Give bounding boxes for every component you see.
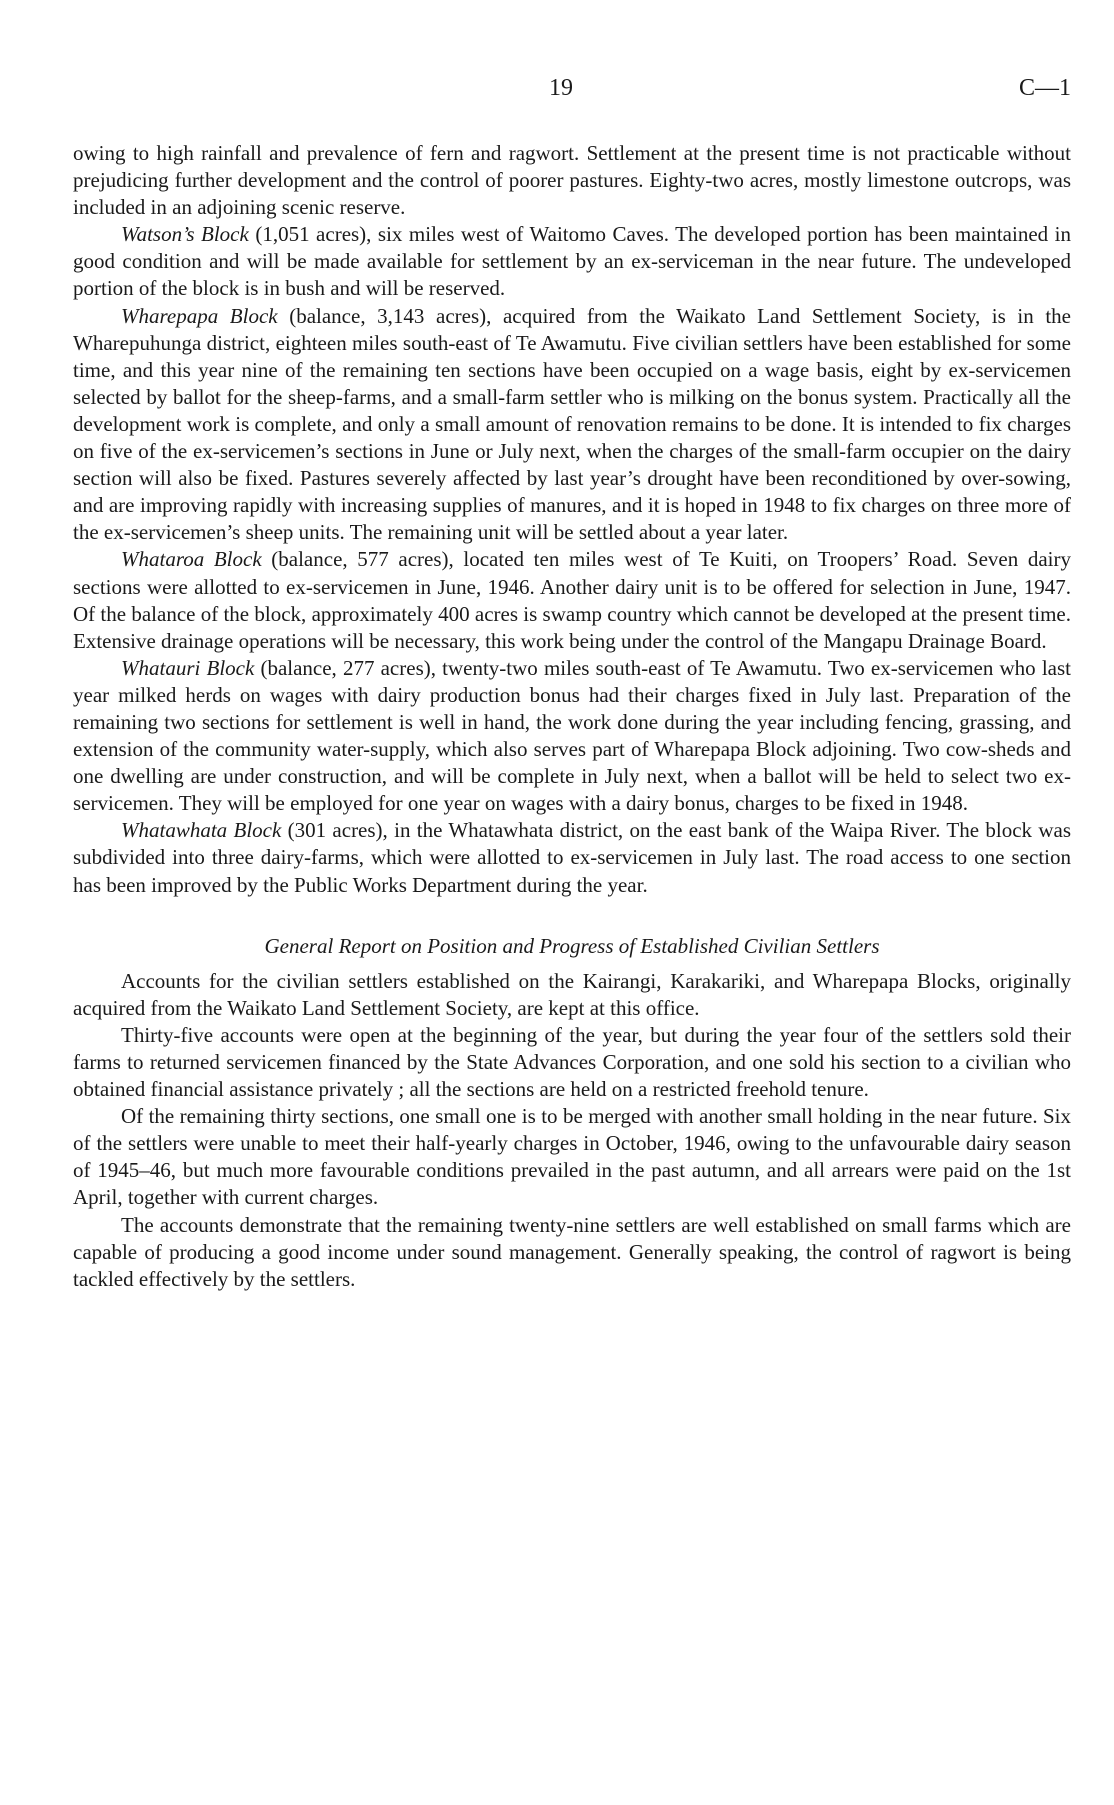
block-name: Whatauri Block — [121, 655, 255, 680]
paragraph-wharepapa-block — [73, 303, 1071, 547]
paragraph-text: (balance, 3,143 acres), acquired from the Waikato Land Settlement Society, is in the Wharepuhunga district, eighteen miles south-east of Te Awamutu. Five civilian settlers have been established for some time, and this year nine of the remaining ten sections have been occupied on a wage basis, eight by ex-servicemen selected by ballot for the sheep-farms, and a small-farm settler who is milking on the bonus system. Practically all the development work is complete, and only a small amount of renovation remains to be done. It is intended to fix charges on five of the ex-servicemen’s sections in June or July next, when the charges of the small-farm occupier on the dairy section will also be fixed. Pastures severely affected by last year’s drought have been reconditioned by over-sowing, and are improving rapidly with increasing supplies of manures, and it is hoped in 1948 to fix charges on three more of the ex-servicemen’s sheep units. The remaining unit will be settled about a year later. — [73, 303, 1071, 545]
paragraph-whataroa-block — [73, 546, 1071, 654]
paragraph-thirty-five-accounts: Thirty-five accounts were open at the beginning of the year, but during the year four of the settlers sold their farms to returned servicemen financed by the State Advances Corporation, and one sold his section to a civilian who obtained financial assistance privately ; all the sections are held on a restricted freehold tenure. — [73, 1022, 1071, 1102]
section-heading: General Report on Position and Progress of Established Civilian Settlers — [264, 933, 880, 958]
body-text — [73, 140, 1071, 1293]
document-code: C—1 — [1018, 75, 1071, 101]
paragraph-text: owing to high rainfall and prevalence of fern and ragwort. Settlement at the present time is not practicable without prejudicing further development and the control of poorer pastures. Eighty-two acres, mostly limestone outcrops, was included in an adjoining scenic reserve. — [73, 141, 1071, 220]
paragraph-remaining-sections: Of the remaining thirty sections, one small one is to be merged with another small holding in the near future. Six of the settlers were unable to meet their half-yearly charges in October, 1946, owing to the unfavourable dairy season of 1945–46, but much more favourable conditions prevailed in the past autumn, and all arrears were paid on the 1st April, together with current charges. — [73, 1104, 1071, 1210]
paragraph-text: (balance, 277 acres), twenty-two miles south-east of Te Awamutu. Two ex-servicemen who last year milked herds on wages with dairy production bonus had their charges fixed in July last. Preparation of the remaining two sections for settlement is well in hand, the work done during the year including fencing, grassing, and extension of the community water-supply, which also serves part of Wharepapa Block adjoining. Two cow-sheds and one dwelling are under construction, and will be complete in July next, when a ballot will be held to select two ex-servicemen. They will be employed for one year on wages with a dairy bonus, charges to be fixed in 1948. — [73, 655, 1071, 816]
document-page — [73, 0, 1071, 1291]
paragraph-whatauri-block — [73, 655, 1071, 818]
paragraph-text: (301 acres), in the Whatawhata district, on the east bank of the Waipa River. The block was subdivided into three dairy-farms, which were allotted to ex-servicemen in July last. The road access to one section has been improved by the Public Works Department during the year. — [73, 818, 1071, 897]
block-name: Watson’s Block — [121, 222, 249, 247]
paragraph-conclusion: The accounts demonstrate that the remaining twenty-nine settlers are well established on small farms which are capable of producing a good income under sound management. Generally speaking, the control of ragwort is being tackled effectively by the settlers. — [73, 1212, 1071, 1291]
block-name: Wharepapa Block — [121, 303, 278, 328]
page-number: 19 — [549, 75, 573, 101]
paragraph-text: (1,051 acres), six miles west of Waitomo Caves. The developed portion has been maintained in good condition and will be made available for settlement by an ex-serviceman in the near future. The undeveloped portion of the block is in bush and will be reserved. — [73, 222, 1071, 301]
paragraph-continuation — [73, 140, 1071, 221]
block-name: Whataroa Block — [121, 547, 262, 572]
paragraph-accounts: Accounts for the civilian settlers established on the Kairangi, Karakariki, and Wharepapa Blocks, originally acquired from the Waikato Land Settlement Society, are kept at this office. — [73, 968, 1071, 1020]
block-name: Whatawhata Block — [121, 818, 282, 843]
paragraph-text: (balance, 577 acres), located ten miles west of Te Kuiti, on Troopers’ Road. Seven dairy sections were allotted to ex-servicemen in June, 1946. Another dairy unit is to be offered for selection in June, 1947. Of the balance of the block, approximately 400 acres is swamp country which cannot be developed at the present time. Extensive drainage operations will be necessary, this work being under the control of the Mangapu Drainage Board. — [73, 547, 1071, 653]
paragraph-watsons-block — [73, 221, 1071, 302]
running-head — [73, 0, 1071, 100]
paragraph-whatawhata-block — [73, 817, 1071, 898]
